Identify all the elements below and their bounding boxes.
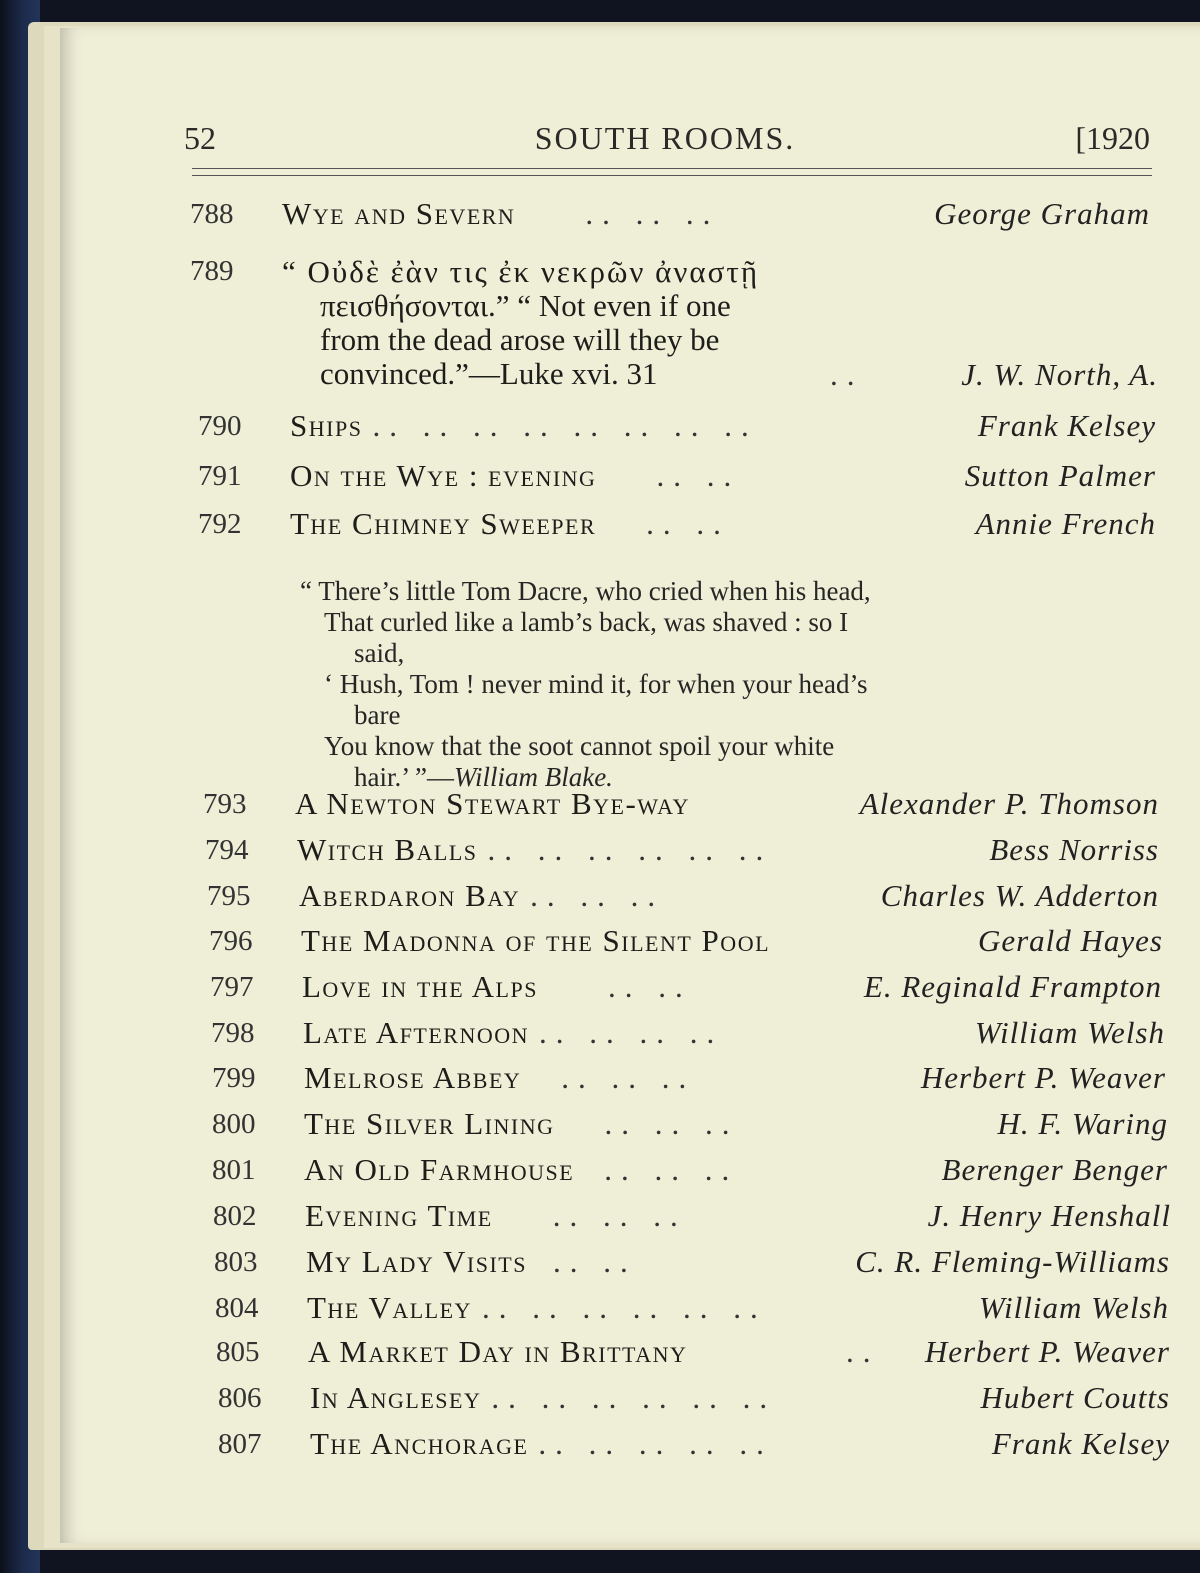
entry-title <box>295 786 690 822</box>
entry-title-text: On the Wye : evening <box>290 458 597 493</box>
entry-title <box>282 196 719 232</box>
entry-799 <box>212 1060 1166 1100</box>
leader-dots: .. .. <box>607 969 692 1004</box>
entry-number: 788 <box>190 198 234 230</box>
entry-title <box>308 1334 687 1370</box>
entry-title-text: An Old Farmhouse <box>304 1152 575 1187</box>
entry-805 <box>216 1334 1170 1374</box>
entry-number: 805 <box>216 1336 260 1368</box>
entry-790 <box>198 408 1156 448</box>
entry-artist: Frank Kelsey <box>977 408 1156 443</box>
poem-quotation <box>300 576 871 793</box>
entry-artist: Berenger Benger <box>941 1152 1168 1187</box>
entry-title-text: A Newton Stewart Bye-way <box>295 786 690 821</box>
leader-dots: .. .. .. .. .. .. <box>487 832 773 867</box>
quote-line-greek: “ Οὐδὲ ἐὰν τις ἐκ νεκρῶν ἀναστῇ <box>282 254 760 289</box>
leader-dots: .. .. <box>552 1244 637 1279</box>
entry-806 <box>218 1380 1170 1420</box>
entry-artist: Frank Kelsey <box>991 1426 1170 1461</box>
entry-title <box>304 1106 739 1142</box>
entry-title <box>299 878 664 914</box>
leader-dots: .. .. .. <box>552 1198 687 1233</box>
leader-dots: .. .. .. .. <box>539 1015 724 1050</box>
entry-artist: E. Reginald Frampton <box>863 969 1162 1004</box>
entry-title <box>290 408 758 444</box>
entry-title <box>307 1290 767 1326</box>
poem-line: That curled like a lamb’s back, was shaved : so I <box>324 607 849 637</box>
entry-title <box>304 1152 738 1188</box>
entry-number: 803 <box>214 1246 258 1278</box>
entry-artist: Gerald Hayes <box>977 923 1163 958</box>
entry-title <box>290 506 730 542</box>
entry-quote <box>282 255 759 391</box>
entry-title <box>310 1426 773 1462</box>
leader-dots: .. .. .. <box>561 1060 696 1095</box>
entry-number: 804 <box>215 1292 259 1324</box>
entry-artist: J. Henry Henshall <box>927 1198 1171 1233</box>
entry-title <box>302 969 692 1005</box>
entry-title-text: Love in the Alps <box>302 969 538 1004</box>
leader-dots: .. <box>846 1334 880 1369</box>
entry-number: 807 <box>218 1428 262 1460</box>
entry-number: 795 <box>207 880 251 912</box>
page-title: SOUTH ROOMS. <box>534 120 796 156</box>
entry-title-text: The Chimney Sweeper <box>290 506 597 541</box>
entry-795 <box>207 878 1159 918</box>
entry-title-text: The Silver Lining <box>304 1106 555 1141</box>
entry-artist: Herbert P. Weaver <box>924 1334 1170 1369</box>
leader-dots: .. .. .. .. .. .. .. .. <box>372 408 758 443</box>
entry-title-text: Aberdaron Bay <box>299 878 521 913</box>
entry-title-text: Melrose Abbey <box>304 1060 522 1095</box>
entry-artist: William Welsh <box>978 1290 1169 1325</box>
poem-line: “ There’s little Tom Dacre, who cried when his head, <box>300 576 871 606</box>
entry-797 <box>210 969 1162 1009</box>
entry-artist: Herbert P. Weaver <box>920 1060 1166 1095</box>
entry-number: 798 <box>211 1017 255 1049</box>
entry-807 <box>218 1426 1170 1466</box>
entry-title <box>305 1198 687 1234</box>
poem-line: You know that the soot cannot spoil your white <box>324 731 835 761</box>
poem-line: ‘ Hush, Tom ! never mind it, for when your head’s <box>324 669 868 699</box>
leader-dots: .. .. <box>646 506 730 541</box>
entry-number: 792 <box>198 508 242 540</box>
entry-artist: H. F. Waring <box>997 1106 1168 1141</box>
entry-artist: Charles W. Adderton <box>880 878 1159 913</box>
page-number: 52 <box>184 120 216 156</box>
poem-line-text: hair.’ ”— <box>354 762 454 792</box>
entry-list <box>60 28 1200 1543</box>
entry-title <box>304 1060 695 1096</box>
entry-artist: Bess Norriss <box>989 832 1159 867</box>
entry-title-text: Ships <box>290 408 363 443</box>
leader-dots: .. <box>830 357 864 392</box>
leader-dots: .. .. .. <box>604 1152 739 1187</box>
entry-number: 799 <box>212 1062 256 1094</box>
entry-number: 800 <box>212 1108 256 1140</box>
entry-793 <box>203 786 1159 826</box>
entry-artist: C. R. Fleming-Williams <box>855 1244 1170 1279</box>
entry-number: 796 <box>209 925 253 957</box>
leader-dots: .. .. .. <box>585 196 720 231</box>
leader-dots: .. .. .. .. .. <box>538 1426 773 1461</box>
entry-title-text: A Market Day in Brittany <box>308 1334 688 1369</box>
entry-789 <box>190 253 1158 423</box>
entry-796 <box>209 923 1163 963</box>
entry-title-text: The Anchorage <box>310 1426 529 1461</box>
entry-792 <box>198 506 1156 546</box>
entry-number: 806 <box>218 1382 262 1414</box>
entry-title-text: My Lady Visits <box>306 1244 527 1279</box>
year-marker: [1920 <box>1075 120 1150 156</box>
leader-dots: .. .. .. .. .. .. <box>491 1380 777 1415</box>
entry-number: 790 <box>198 410 242 442</box>
entry-title-text: The Valley <box>307 1290 472 1325</box>
entry-artist: Hubert Coutts <box>980 1380 1170 1415</box>
entry-788 <box>190 196 1150 236</box>
entry-number: 801 <box>212 1154 256 1186</box>
entry-artist: Sutton Palmer <box>964 458 1156 493</box>
entry-artist: Alexander P. Thomson <box>859 786 1159 821</box>
entry-number: 789 <box>190 255 234 287</box>
quote-line: from the dead arose will they be <box>320 322 720 357</box>
entry-title-text: The Madonna of the Silent Pool <box>301 923 771 958</box>
entry-artist: J. W. North, A. <box>961 357 1158 392</box>
entry-title-text: In Anglesey <box>310 1380 482 1415</box>
entry-number: 797 <box>210 971 254 1003</box>
entry-802 <box>213 1198 1171 1238</box>
entry-title-text: Wye and Severn <box>282 196 516 231</box>
entry-title <box>290 458 740 494</box>
entry-artist: Annie French <box>975 506 1156 541</box>
entry-number: 791 <box>198 460 242 492</box>
entry-title-text: Witch Balls <box>297 832 478 867</box>
leader-dots: .. .. <box>656 458 741 493</box>
entry-number: 793 <box>203 788 247 820</box>
entry-title <box>301 923 770 959</box>
catalogue-page <box>60 28 1200 1543</box>
leader-dots: .. .. .. <box>604 1106 739 1141</box>
leader-dots: .. .. .. <box>530 878 665 913</box>
quote-line: convinced.”—Luke xvi. 31 <box>320 356 658 391</box>
entry-794 <box>205 832 1159 872</box>
entry-number: 802 <box>213 1200 257 1232</box>
poem-line: bare <box>354 700 401 730</box>
entry-title <box>306 1244 637 1280</box>
entry-800 <box>212 1106 1168 1146</box>
quote-line: πεισθήσονται.” “ Not even if one <box>320 288 731 323</box>
entry-798 <box>211 1015 1165 1055</box>
entry-title <box>310 1380 776 1416</box>
entry-artist: George Graham <box>934 196 1150 231</box>
entry-title <box>297 832 772 868</box>
entry-791 <box>198 458 1156 498</box>
entry-title <box>303 1015 723 1051</box>
poem-line: said, <box>354 638 405 668</box>
entry-803 <box>214 1244 1170 1284</box>
entry-804 <box>215 1290 1169 1330</box>
entry-title-text: Evening Time <box>305 1198 493 1233</box>
entry-801 <box>212 1152 1168 1192</box>
entry-artist: William Welsh <box>974 1015 1165 1050</box>
leader-dots: .. .. .. .. .. .. <box>481 1290 767 1325</box>
poem-author: William Blake. <box>453 762 613 792</box>
entry-number: 794 <box>205 834 249 866</box>
entry-title-text: Late Afternoon <box>303 1015 530 1050</box>
